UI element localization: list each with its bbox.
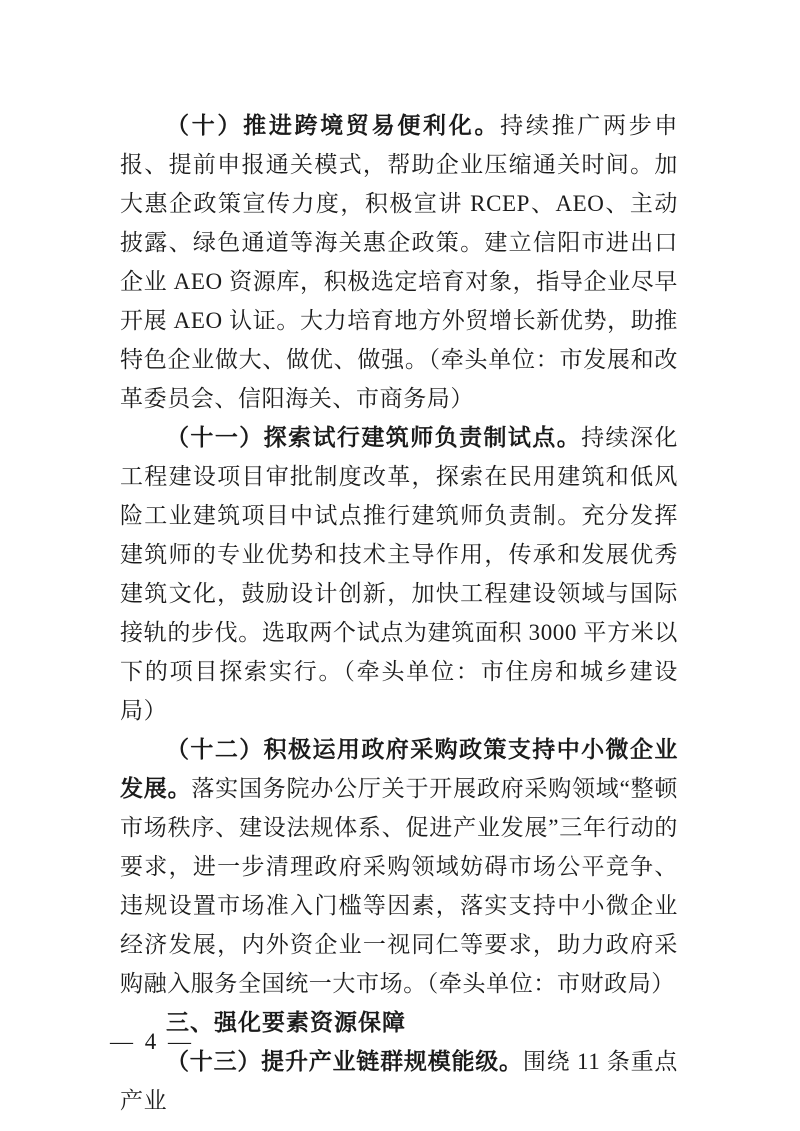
paragraph-11-head: （十一）探索试行建筑师负责制试点。 <box>166 425 582 450</box>
paragraph-11-body: 持续深化工程建设项目审批制度改革，探索在民用建筑和低风险工业建筑项目中试点推行建筑师负责制。充分发挥建筑师的专业优势和技术主导作用，传承和发展优秀建筑文化，鼓励设计创新，加快工程建设领域与国际接轨的步伐。选取两个试点为建筑面积 3000 平方米以下的项目探索实行。（牵头单位：市住房和城乡建设局） <box>120 425 678 723</box>
paragraph-10-head: （十）推进跨境贸易便利化。 <box>166 113 501 138</box>
paragraph-13-head: （十三）提升产业链群规模能级。 <box>166 1049 523 1074</box>
page-number: — 4 — <box>110 1029 194 1054</box>
section-heading-text: 三、强化要素资源保障 <box>166 1009 406 1035</box>
document-body <box>120 106 678 1120</box>
paragraph-item-12 <box>120 730 678 1003</box>
paragraph-13-body: 围绕 11 条重点产业 <box>120 1049 679 1113</box>
section-heading <box>120 1003 678 1042</box>
paragraph-item-11 <box>120 418 678 730</box>
paragraph-10-body: 持续推广两步申报、提前申报通关模式，帮助企业压缩通关时间。加大惠企政策宣传力度，积极宣讲 RCEP、AEO、主动披露、绿色通道等海关惠企政策。建立信阳市进出口企业 AEO 资源库，积极选定培育对象，指导企业尽早开展 AEO 认证。大力培育地方外贸增长新优势，助推特色企业做大、做优、做强。（牵头单位：市发展和改革委员会、信阳海关、市商务局） <box>120 113 678 411</box>
paragraph-item-13 <box>120 1042 678 1120</box>
paragraph-item-10 <box>120 106 678 418</box>
paragraph-12-head: （十二）积极运用政府采购政策支持中小微企业发展。 <box>120 737 678 801</box>
paragraph-12-body: 落实国务院办公厅关于开展政府采购领域“整顿市场秩序、建设法规体系、促进产业发展”三年行动的要求，进一步清理政府采购领域妨碍市场公平竞争、违规设置市场准入门槛等因素，落实支持中小微企业经济发展，内外资企业一视同仁等要求，助力政府采购融入服务全国统一大市场。（牵头单位：市财政局） <box>120 776 678 996</box>
